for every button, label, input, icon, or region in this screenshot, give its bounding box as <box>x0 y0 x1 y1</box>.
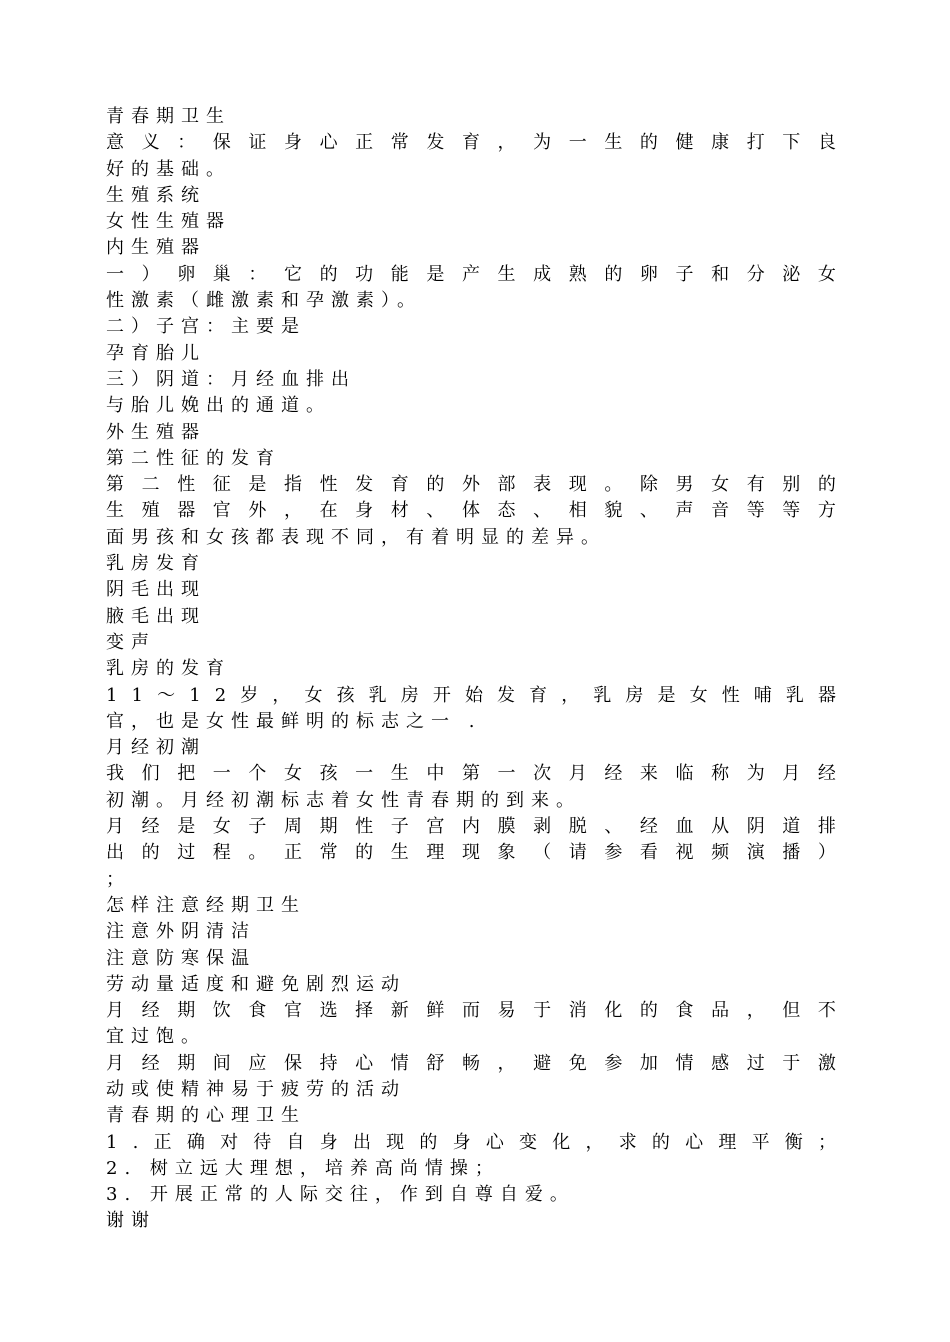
text-line: 与胎儿娩出的通道。 <box>106 395 331 417</box>
document-body <box>106 104 836 1235</box>
text-line: 女性生殖器 <box>106 211 231 233</box>
text-line: 2. 树立远大理想，培养高尚情操； <box>106 1157 500 1179</box>
text-line: 月 经 期 饮 食 官 选 择 新 鲜 而 易 于 消 化 的 食 品 ， 但 不 <box>106 1000 836 1022</box>
text-line: 生殖系统 <box>106 184 206 206</box>
text-line: 孕育胎儿 <box>106 342 206 364</box>
text-line: 谢谢 <box>106 1210 156 1232</box>
text-line: ； <box>106 868 131 890</box>
text-line: 劳动量适度和避免剧烈运动 <box>106 973 406 995</box>
text-line: 外生殖器 <box>106 421 206 443</box>
text-line: 1 1 ～ 1 2 岁 ， 女 孩 乳 房 开 始 发 育 ， 乳 房 是 女 性 哺 乳 器 <box>106 684 836 706</box>
text-line: 出 的 过 程 。 正 常 的 生 理 现 象 （ 请 参 看 视 频 演 播 ） <box>106 842 836 864</box>
text-line: 3. 开展正常的人际交往，作到自尊自爱。 <box>106 1184 575 1206</box>
text-line: 面男孩和女孩都表现不同，有着明显的差异。 <box>106 526 606 548</box>
text-line: 生 殖 器 官 外 ， 在 身 材 、 体 态 、 相 貌 、 声 音 等 等 方 <box>106 500 836 522</box>
text-line: 乳房的发育 <box>106 658 231 680</box>
text-line: 一 ） 卵 巢 ： 它 的 功 能 是 产 生 成 熟 的 卵 子 和 分 泌 女 <box>106 263 836 285</box>
text-line: 青春期的心理卫生 <box>106 1105 306 1127</box>
text-line: 月经初潮 <box>106 737 206 759</box>
text-line: 月 经 期 间 应 保 持 心 情 舒 畅 ， 避 免 参 加 情 感 过 于 激 <box>106 1052 836 1074</box>
text-line: 宜过饱。 <box>106 1026 206 1048</box>
text-line: 动或使精神易于疲劳的活动 <box>106 1078 406 1100</box>
text-line: 第 二 性 征 是 指 性 发 育 的 外 部 表 现 。 除 男 女 有 别 的 <box>106 474 836 496</box>
text-line: 注意外阴清洁 <box>106 921 256 943</box>
text-line: 注意防寒保温 <box>106 947 256 969</box>
text-line: 官，也是女性最鲜明的标志之一 . <box>106 710 482 732</box>
text-line: 内生殖器 <box>106 237 206 259</box>
text-line: 阴毛出现 <box>106 579 206 601</box>
text-line: 月 经 是 女 子 周 期 性 子 宫 内 膜 剥 脱 、 经 血 从 阴 道 排 <box>106 816 836 838</box>
text-line: 腋毛出现 <box>106 605 206 627</box>
text-line: 三）阴道：月经血排出 <box>106 368 356 390</box>
text-line: 初潮。月经初潮标志着女性青春期的到来。 <box>106 789 581 811</box>
text-line: 意 义 ： 保 证 身 心 正 常 发 育 ， 为 一 生 的 健 康 打 下 良 <box>106 132 836 154</box>
text-line: 乳房发育 <box>106 553 206 575</box>
text-line: 好的基础。 <box>106 158 231 180</box>
text-line: 青春期卫生 <box>106 106 231 127</box>
text-line: 我 们 把 一 个 女 孩 一 生 中 第 一 次 月 经 来 临 称 为 月 经 <box>106 763 836 785</box>
text-line: 1 . 正 确 对 待 自 身 出 现 的 身 心 变 化 ， 求 的 心 理 平 衡 ； <box>106 1131 836 1153</box>
text-line: 变声 <box>106 631 156 653</box>
text-line: 性激素（雌激素和孕激素）。 <box>106 290 422 312</box>
text-line: 怎样注意经期卫生 <box>106 894 306 916</box>
text-line: 二）子宫：主要是 <box>106 316 306 338</box>
text-line: 第二性征的发育 <box>106 447 281 469</box>
